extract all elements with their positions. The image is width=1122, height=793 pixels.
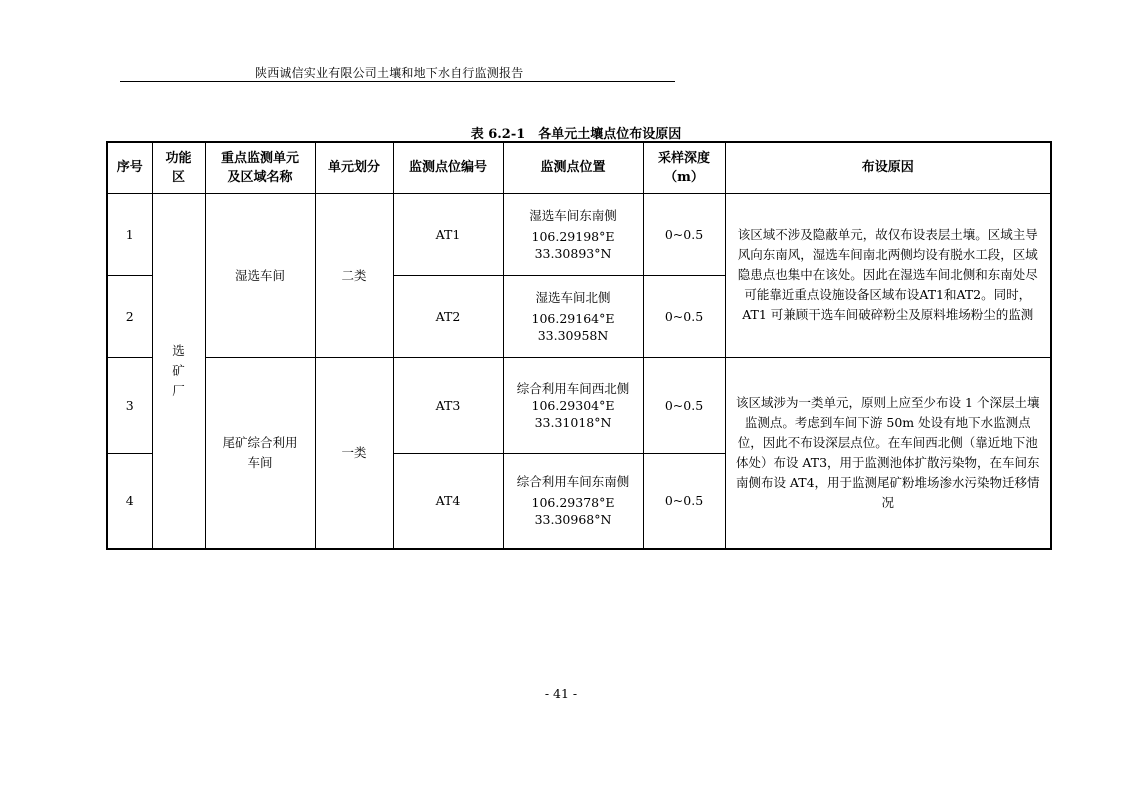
location-name: 湿选车间北侧 [535,289,611,305]
location-name: 综合利用车间西北侧 [516,380,630,396]
cell-depth: 0~0.5 [643,357,725,453]
table-header-row [107,142,1051,193]
col-header-unit [205,142,315,193]
zone-label: 选矿厂 [172,342,185,398]
col-header-seq: 序号 [107,142,152,193]
cell-seq: 1 [107,193,152,275]
col-header-depth-line1: 采样深度 [657,150,710,166]
report-header-title: 陕西诚信实业有限公司土壤和地下水自行监测报告 [255,66,524,80]
cell-reason: 该区域不涉及隐蔽单元，故仅布设表层土壤。区域主导风向东南风，湿选车间南北两侧均设有脱水工段，区域隐患点也集中在该处。因此在湿选车间北侧和东南处尽可能靠近重点设施设备区域布设AT1和AT2。同时，AT1 可兼顾干选车间破碎粉尘及原料堆场粉尘的监测 [725,193,1051,357]
cell-location [503,193,643,275]
table-row [107,357,1051,453]
location-longitude: 106.29304°E [531,397,615,413]
col-header-unit-line1: 重点监测单元 [220,150,299,166]
location-latitude: 33.30893°N [534,245,612,261]
cell-code: AT2 [393,275,503,357]
location-latitude: 33.31018°N [534,414,612,430]
table-row [107,193,1051,275]
col-header-zone-line1: 功能 [165,150,192,166]
location-latitude: 33.30968°N [534,512,612,528]
header-divider [120,81,675,82]
cell-class: 一类 [315,357,393,549]
col-header-reason: 布设原因 [725,142,1051,193]
cell-unit: 湿选车间 [205,193,315,357]
cell-depth: 0~0.5 [643,193,725,275]
col-header-zone [152,142,205,193]
location-name: 综合利用车间东南侧 [516,474,630,490]
cell-unit [205,357,315,549]
col-header-unit-line2: 及区域名称 [227,169,293,185]
table-caption: 表 6.2-1 各单元土壤点位布设原因 [470,127,682,142]
cell-zone [152,193,205,549]
cell-seq: 2 [107,275,152,357]
location-name: 湿选车间东南侧 [529,207,617,223]
cell-location [503,453,643,549]
cell-code: AT4 [393,453,503,549]
soil-monitoring-table [106,141,1052,550]
col-header-depth-line2: （m） [664,169,704,185]
cell-reason: 该区域涉为一类单元，原则上应至少布设 1 个深层土壤监测点。考虑到车间下游 50m 处设有地下水监测点位，因此不布设深层点位。在车间西北侧（靠近地下池体处）布设 AT3，用于监测池体扩散污染物，在车间东南侧布设 AT4，用于监测尾矿粉堆场渗水污染物迁移情况 [725,357,1051,549]
cell-location [503,275,643,357]
unit-label: 尾矿综合利用车间 [222,434,298,470]
cell-seq: 4 [107,453,152,549]
cell-depth: 0~0.5 [643,275,725,357]
col-header-code: 监测点位编号 [393,142,503,193]
location-latitude: 33.30958N [537,327,609,343]
location-longitude: 106.29164°E [531,310,615,326]
cell-code: AT1 [393,193,503,275]
cell-code: AT3 [393,357,503,453]
col-header-location: 监测点位置 [503,142,643,193]
page-number: - 41 - [544,686,578,701]
location-longitude: 106.29198°E [531,228,615,244]
col-header-class: 单元划分 [315,142,393,193]
cell-seq: 3 [107,357,152,453]
cell-class: 二类 [315,193,393,357]
cell-location [503,357,643,453]
col-header-depth [643,142,725,193]
location-longitude: 106.29378°E [531,495,615,511]
col-header-zone-line2: 区 [171,169,185,185]
cell-depth: 0~0.5 [643,453,725,549]
